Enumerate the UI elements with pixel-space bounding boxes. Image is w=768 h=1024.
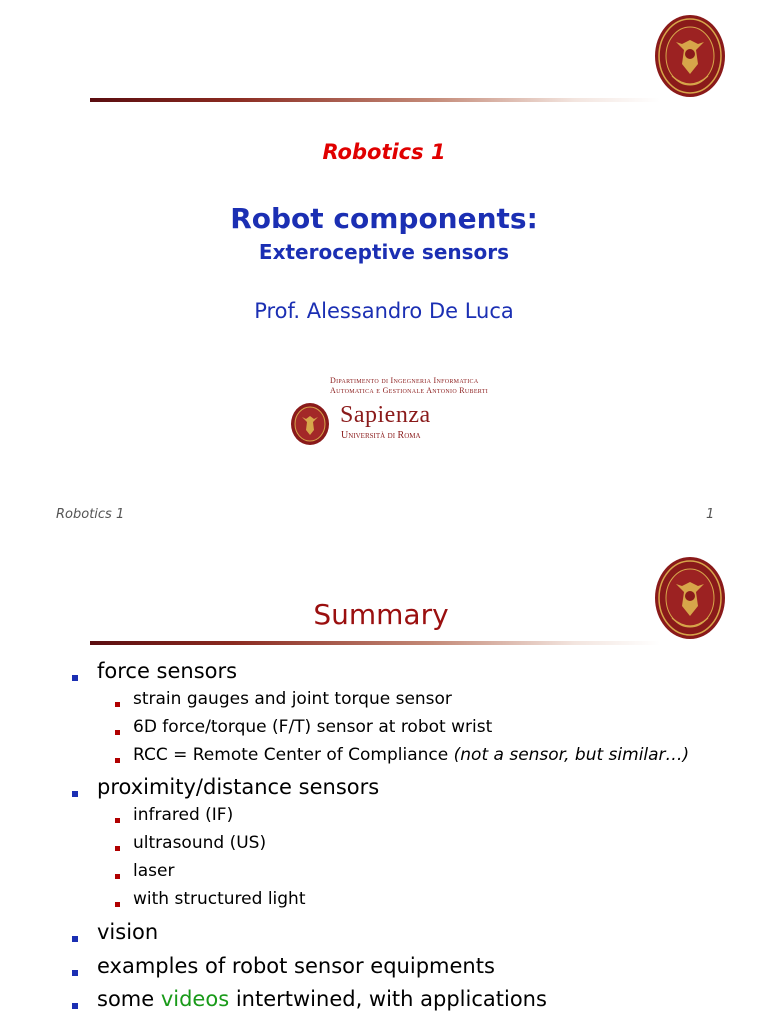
bullet-marker	[72, 675, 78, 681]
list-item	[133, 745, 689, 765]
department-name	[330, 376, 530, 396]
bullet-marker	[115, 902, 120, 907]
bullet-marker	[72, 1003, 78, 1009]
list-item-text: some	[97, 987, 161, 1011]
list-item: with structured light	[133, 889, 306, 909]
list-item: ultrasound (US)	[133, 833, 267, 853]
department-line-1: Dipartimento di Ingegneria Informatica	[330, 376, 479, 385]
bullet-marker	[72, 791, 78, 797]
author-name: Prof. Alessandro De Luca	[254, 299, 514, 323]
bullet-marker	[115, 730, 120, 735]
list-item: examples of robot sensor equipments	[97, 954, 495, 978]
list-item	[97, 987, 547, 1011]
list-item-text: intertwined, with applications	[229, 987, 547, 1011]
slide-title: Robot components:	[230, 202, 538, 235]
bullet-marker	[115, 874, 120, 879]
list-item: proximity/distance sensors	[97, 775, 380, 799]
bullet-marker	[115, 846, 120, 851]
summary-divider	[90, 641, 660, 645]
footer-course: Robotics 1	[56, 507, 125, 522]
list-item: laser	[133, 861, 175, 881]
list-item-note: (not a sensor, but similar…)	[453, 745, 690, 765]
summary-title: Summary	[313, 598, 449, 631]
list-item-text: RCC = Remote Center of Compliance	[133, 745, 454, 765]
university-name: Sapienza	[340, 402, 431, 428]
sapienza-seal-icon	[654, 14, 726, 98]
bullet-marker	[72, 936, 78, 942]
slide-subtitle: Exteroceptive sensors	[258, 240, 510, 264]
university-subtitle: Università di Roma	[341, 430, 421, 441]
summary-slide	[0, 540, 768, 1024]
page-number: 1	[706, 507, 715, 522]
videos-link[interactable]: videos	[160, 987, 230, 1011]
list-item: strain gauges and joint torque sensor	[133, 689, 452, 709]
bullet-marker	[115, 818, 120, 823]
bullet-marker	[72, 970, 78, 976]
list-item: force sensors	[97, 659, 238, 683]
department-line-2: Automatica e Gestionale Antonio Ruberti	[330, 386, 489, 395]
bullet-marker	[115, 702, 120, 707]
list-item: 6D force/torque (F/T) sensor at robot wrist	[133, 717, 493, 737]
title-divider	[90, 98, 660, 102]
list-item: vision	[97, 920, 159, 944]
university-seal-icon	[290, 402, 330, 446]
bullet-marker	[115, 758, 120, 763]
course-name: Robotics 1	[322, 140, 446, 164]
list-item: infrared (IF)	[133, 805, 234, 825]
